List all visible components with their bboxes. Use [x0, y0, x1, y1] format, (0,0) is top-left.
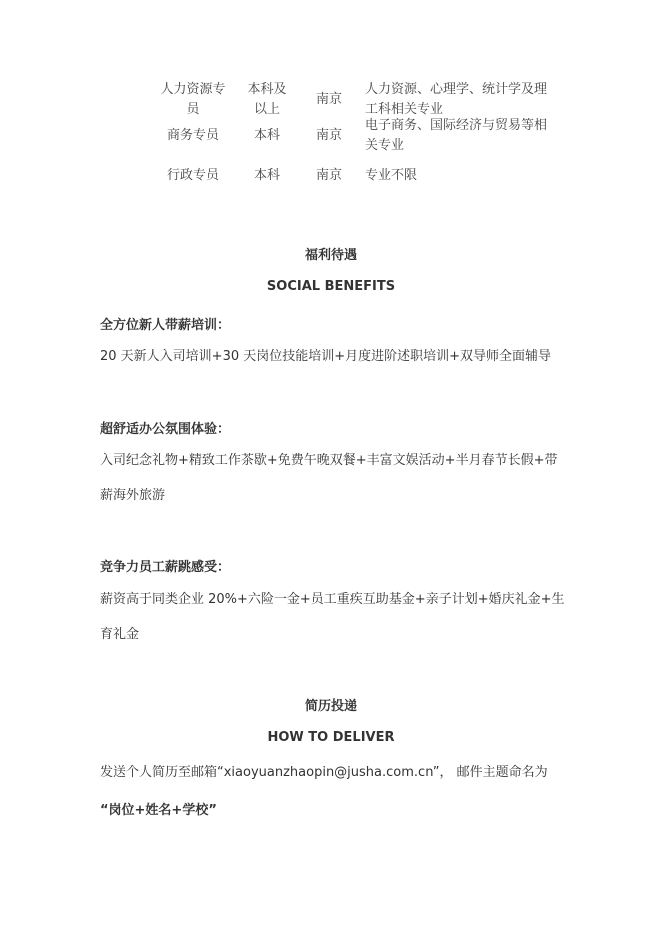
job-major: 电子商务、国际经济与贸易等相 关专业	[365, 118, 548, 153]
benefit-heading: 超舒适办公氛围体验：	[100, 422, 231, 437]
job-major: 专业不限	[365, 168, 418, 183]
table-row	[155, 76, 565, 118]
benefit-heading: 竞争力员工薪跳感受：	[100, 560, 231, 575]
job-major: 人力资源、心理学、统计学及理 工科相关专业	[365, 82, 548, 117]
job-education: 本科	[253, 128, 280, 143]
job-position: 行政专员	[166, 168, 219, 183]
job-position: 商务专员	[166, 128, 219, 143]
benefit-heading: 全方位新人带薪培训：	[100, 318, 231, 333]
job-location: 南京	[315, 92, 342, 107]
job-education: 本科及 以上	[247, 82, 287, 117]
job-location: 南京	[315, 128, 342, 143]
delivery-title-en: HOW TO DELIVER	[267, 730, 395, 745]
jobs-table	[155, 76, 565, 188]
benefit-text: 入司纪念礼物+精致工作茶歇+免费午晚双餐+丰富文娱活动+半月春节长假+带 薪海外旅游	[100, 453, 558, 503]
job-location: 南京	[315, 168, 342, 183]
benefit-text: 20 天新人入司培训+30 天岗位技能培训+月度进阶述职培训+双导师全面辅导	[100, 349, 552, 364]
table-row	[155, 158, 565, 188]
delivery-title-cn: 简历投递	[304, 699, 357, 714]
benefit-text: 薪资高于同类企业 20%+六险一金+员工重疾互助基金+亲子计划+婚庆礼金+生 育礼金	[100, 592, 565, 642]
benefits-title-cn: 福利待遇	[304, 248, 357, 263]
job-position: 人力资源专 员	[160, 82, 226, 117]
job-education: 本科	[253, 168, 280, 183]
delivery-text: 发送个人简历至邮箱“xiaoyuanzhaopin@jusha.com.cn”， 邮件主题命名为	[100, 765, 548, 780]
benefits-title-en: SOCIAL BENEFITS	[266, 279, 396, 294]
delivery-subject-format: “岗位+姓名+学校”	[100, 803, 217, 818]
table-row	[155, 118, 565, 158]
